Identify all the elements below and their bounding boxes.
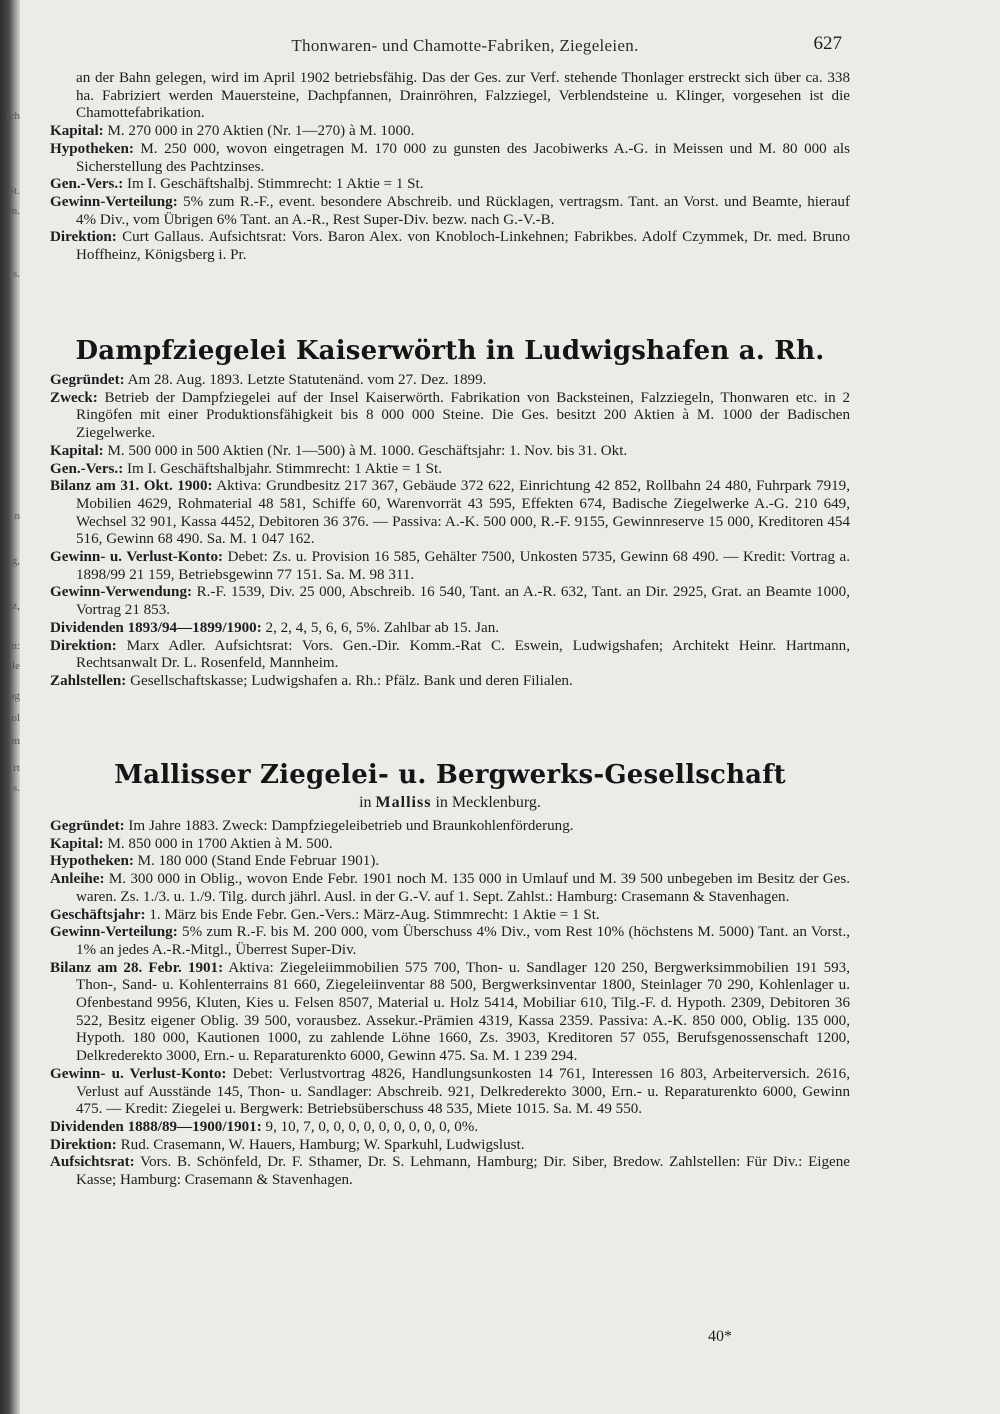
entry-label: Gewinn-Verteilung: — [50, 924, 178, 941]
entry-paragraph — [50, 176, 850, 194]
entry-text: Am 28. Aug. 1893. Letzte Statutenänd. vom 27. Dez. 1899. — [127, 372, 487, 388]
entry-text: M. 180 000 (Stand Ende Februar 1901). — [137, 853, 380, 870]
entry-label: Geschäftsjahr: — [50, 906, 146, 923]
entry-label: Gegründet: — [50, 372, 125, 388]
entry-text: M. 850 000 in 1700 Aktien à M. 500. — [107, 835, 333, 852]
entry-text: Debet: Verlustvortrag 4826, Handlungsunkosten 14 761, Interessen 16 803, Arbeiterversich. 2616, Verlust auf Ausstände 145, Thon- u. Sandlager: Abschreib. 921, Delkrederekto 3000, Ern.- u. Reparaturenkto 6000, Gewinn 475. — Kredit: Ziegelei u. Bergwerk: Betriebsüberschuss 48 535, Miete 1015. Sa. M. 49 550. — [76, 1065, 851, 1118]
entry-label: Hypotheken: — [50, 140, 134, 157]
entry-label: Bilanz am 31. Okt. 1900: — [50, 478, 213, 495]
entry-paragraph — [50, 853, 850, 871]
entry-paragraph — [50, 907, 850, 925]
subtitle-suffix: in Mecklenburg. — [435, 794, 541, 811]
company-title: Dampfziegelei Kaiserwörth in Ludwigshafen a. Rh. — [75, 336, 825, 366]
entry-label: Kapital: — [50, 123, 104, 140]
entry-text: Betrieb der Dampfziegelei auf der Insel Kaiserwörth. Fabrikation von Backsteinen, Falzziegeln, Thonwaren etc. in 2 Ringöfen mit einer Produktionsfähigkeit bis 8 000 000 Steine. Die Ges. besitzt 200 Aktien à M. 1000 der Badischen Ziegelwerke. — [76, 389, 850, 442]
entry-paragraph — [50, 443, 850, 461]
entry-text: M. 270 000 in 270 Aktien (Nr. 1—270) à M. 1000. — [107, 123, 415, 140]
entry-paragraph — [50, 549, 850, 584]
company-entries — [50, 818, 850, 1190]
entry-label: Direktion: — [50, 229, 117, 246]
entry-paragraph — [50, 372, 850, 390]
entry-label: Zahlstellen: — [50, 672, 127, 689]
entry-label: Gewinn-Verwendung: — [50, 584, 193, 601]
company-section-malliss — [50, 760, 850, 1190]
margin-fragment: St. — [8, 185, 20, 197]
margin-fragment: ol — [11, 712, 20, 724]
entry-label: Bilanz am 28. Febr. 1901: — [50, 959, 224, 976]
margin-fragment: n: — [11, 640, 20, 652]
entry-label: Gen.-Vers.: — [50, 176, 124, 193]
entry-label: Zweck: — [50, 389, 98, 406]
margin-fragment: m — [11, 735, 20, 747]
previous-company-continuation — [50, 70, 850, 265]
entry-paragraph — [50, 1154, 850, 1189]
entry-label: Gegründet: — [50, 818, 125, 834]
entry-paragraph — [50, 638, 850, 673]
margin-fragment: ich — [6, 110, 20, 122]
entry-label: Gewinn- u. Verlust-Konto: — [50, 549, 224, 566]
margin-fragment: n — [14, 510, 20, 522]
entry-paragraph — [50, 141, 850, 176]
running-head: Thonwaren- und Chamotte-Fabriken, Ziegeleien. — [291, 36, 639, 55]
entry-paragraph — [50, 584, 850, 619]
entry-paragraph — [50, 620, 850, 638]
company-subtitle — [50, 794, 850, 812]
entry-text: Im Jahre 1883. Zweck: Dampfziegeleibetrieb und Braunkohlenförderung. — [128, 818, 574, 834]
entry-paragraph — [50, 1137, 850, 1155]
entry-paragraph — [50, 461, 850, 479]
entry-text: Marx Adler. Aufsichtsrat: Vors. Gen.-Dir. Komm.-Rat C. Eswein, Ludwigshafen; Architekt Heinr. Hartmann, Rechtsanwalt Dr. L. Rosenfeld, Mannheim. — [76, 637, 850, 672]
entry-label: Dividenden 1888/89—1900/1901: — [50, 1118, 262, 1135]
entry-paragraph — [50, 478, 850, 549]
margin-fragment: g, — [11, 555, 20, 567]
entry-text: 1. März bis Ende Febr. Gen.-Vers.: März-Aug. Stimmrecht: 1 Aktie = 1 St. — [149, 906, 600, 923]
margin-fragment: m. — [8, 205, 20, 217]
entry-paragraph — [50, 818, 850, 836]
entry-paragraph — [50, 194, 850, 229]
entry-text: Aktiva: Grundbesitz 217 367, Gebäude 372 622, Einrichtung 42 852, Rollbahn 24 480, Fuhrpark 7919, Mobilien 4629, Rohmaterial 48 581, Schiffe 60, Warenvorrät 43 595, Effekten 674, Badische Ziegelwerke A.-G. 210 649, Wechsel 32 901, Kassa 4452, Debitoren 36 376. — Passiva: A.-K. 500 000, R.-F. 9155, Gewinnreserve 15 000, Kreditoren 454 516, Gewinn 68 490. Sa. M. 1 047 162. — [76, 478, 850, 548]
signature-mark: 40* — [708, 1328, 732, 1345]
entry-label: Kapital: — [50, 835, 104, 852]
entry-label: Direktion: — [50, 637, 117, 654]
entry-text: Gesellschaftskasse; Ludwigshafen a. Rh.: Pfälz. Bank und deren Filialen. — [130, 672, 573, 689]
entry-text: Debet: Zs. u. Provision 16 585, Gehälter 7500, Unkosten 5735, Gewinn 68 490. — Kredit: Vortrag a. 1898/99 21 159, Betriebsgewinn 77 151. Sa. M. 98 311. — [76, 549, 851, 583]
entry-text: Rud. Crasemann, W. Hauers, Hamburg; W. Sparkuhl, Ludwigslust. — [120, 1136, 525, 1153]
entry-label: Anleihe: — [50, 871, 105, 888]
entry-text: 9, 10, 7, 0, 0, 0, 0, 0, 0, 0, 0, 0, 0%. — [265, 1118, 479, 1135]
entry-label: Gen.-Vers.: — [50, 460, 124, 477]
company-section-kaiserwoerth — [50, 336, 850, 691]
entry-paragraph — [50, 70, 850, 123]
margin-fragment: lle — [9, 660, 20, 672]
entry-text: M. 500 000 in 500 Aktien (Nr. 1—500) à M. 1000. Geschäftsjahr: 1. Nov. bis 31. Okt. — [107, 442, 628, 459]
entry-paragraph — [50, 673, 850, 691]
entry-paragraph — [50, 229, 850, 264]
entry-paragraph — [50, 1119, 850, 1137]
entry-paragraph — [50, 1066, 850, 1119]
entry-paragraph — [50, 960, 850, 1066]
company-entries — [50, 372, 850, 691]
entry-paragraph — [50, 836, 850, 854]
entry-label: Gewinn- u. Verlust-Konto: — [50, 1065, 227, 1082]
margin-fragment: rt — [13, 762, 20, 774]
entry-text: M. 300 000 in Oblig., wovon Ende Febr. 1901 noch M. 135 000 in Umlauf und M. 39 500 unbegeben im Besitz der Ges. waren. Zs. 1./3. u. 1./9. Tilg. durch jährl. Ausl. in der G.-V. auf 1. Sept. Zahlst.: Hamburg: Crasemann & Stavenhagen. — [76, 871, 850, 905]
entry-label: Kapital: — [50, 442, 104, 459]
entry-paragraph — [50, 123, 850, 141]
entry-paragraph — [50, 390, 850, 443]
margin-fragment: ag — [9, 690, 20, 702]
entry-label: Dividenden 1893/94—1899/1900: — [50, 619, 262, 636]
entry-text: R.-F. 1539, Div. 25 000, Abschreib. 16 540, Tant. an A.-R. 632, Tant. an Dir. 2925, Grat. an Beamte 1000, Vortrag 21 853. — [76, 584, 850, 619]
entry-text: 5% zum R.-F., event. besondere Abschreib. und Rücklagen, vertragsm. Tant. an Vorst. und Beamte, hierauf 4% Div., vom Übrigen 6% Tant. an A.-R., Rest Super-Div. bezw. nach G.-V.-B. — [76, 193, 850, 228]
entry-label: Direktion: — [50, 1136, 117, 1153]
entry-text: Im I. Geschäftshalbj. Stimmrecht: 1 Aktie = 1 St. — [127, 176, 424, 193]
entry-text: 5% zum R.-F. bis M. 200 000, vom Überschuss 4% Div., vom Rest 10% (höchstens M. 5000) Tant. an Vorst., 1% an jedes A.-R.-Mitgl., Überrest Super-Div. — [76, 924, 850, 958]
subtitle-place: Malliss — [375, 794, 432, 811]
entry-text: Curt Gallaus. Aufsichtsrat: Vors. Baron Alex. von Knobloch-Linkehnen; Fabrikbes. Adolf Czymmek, Dr. med. Bruno Hoffheinz, Königsberg i. Pr. — [76, 229, 850, 264]
entry-text: Aktiva: Ziegeleiimmobilien 575 700, Thon- u. Sandlager 120 250, Bergwerksimmobilien 191 593, Thon-, Sand- u. Kohlenterrains 81 660, Ziegeleiinventar 88 500, Bergwerksinventar 1800, Steinlager 70 290, Kohlenlager u. Ofenbestand 9956, Kluten, Kies u. Felsen 8507, Material u. Holz 5414, Mobiliar 610, Tilg.-F. d. Hypoth. 2309, Debitoren 36 522, Besitz eigener Oblig. 39 500, vorausbez. Assekur.-Prämien 4319, Kassa 2359. Passiva: A.-K. 850 000, Oblig. 135 000, Hypoth. 180 000, Kautionen 1000, zu zahlende Löhne 1660, Zs. 3903, Kreditoren 57 055, Berufsgenossenschaft 1200, Delkrederekto 3000, Ern.- u. Reparaturenkto 6000, Gewinn 475. Sa. M. 1 239 294. — [76, 959, 850, 1065]
margin-fragment: s. — [12, 268, 20, 280]
entry-label: Hypotheken: — [50, 853, 134, 870]
entry-text: Im I. Geschäftshalbjahr. Stimmrecht: 1 Aktie = 1 St. — [127, 460, 442, 477]
entry-text: M. 250 000, wovon eingetragen M. 170 000 zu gunsten des Jacobiwerks A.-G. in Meissen und M. 80 000 als Sicherstellung des Pachtzinses. — [76, 140, 850, 175]
entry-text: an der Bahn gelegen, wird im April 1902 betriebsfähig. Das der Ges. zur Verf. stehende Thonlager erstreckt sich über ca. 338 ha. Fabriziert werden Mauersteine, Dachpfannen, Drainröhren, Falzziegel, Verblendsteine u. Klinger, vorgesehen ist die Chamottefabrikation. — [76, 70, 850, 122]
entry-text: Vors. B. Schönfeld, Dr. F. Sthamer, Dr. S. Lehmann, Hamburg; Dir. Siber, Bredow. Zahlstellen: Für Div.: Eigene Kasse; Hamburg: Crasemann & Stavenhagen. — [76, 1154, 850, 1189]
entry-label: Aufsichtsrat: — [50, 1154, 135, 1171]
subtitle-prefix: in — [359, 794, 372, 811]
entry-label: Gewinn-Verteilung: — [50, 193, 178, 210]
company-title: Mallisser Ziegelei- u. Bergwerks-Gesellschaft — [114, 760, 786, 790]
entry-paragraph — [50, 924, 850, 959]
margin-fragment: lz, — [9, 600, 20, 612]
page-number: 627 — [813, 33, 842, 54]
entry-paragraph — [50, 871, 850, 906]
entry-text: 2, 2, 4, 5, 6, 6, 5%. Zahlbar ab 15. Jan. — [265, 619, 500, 636]
margin-fragment: s. — [12, 782, 20, 794]
